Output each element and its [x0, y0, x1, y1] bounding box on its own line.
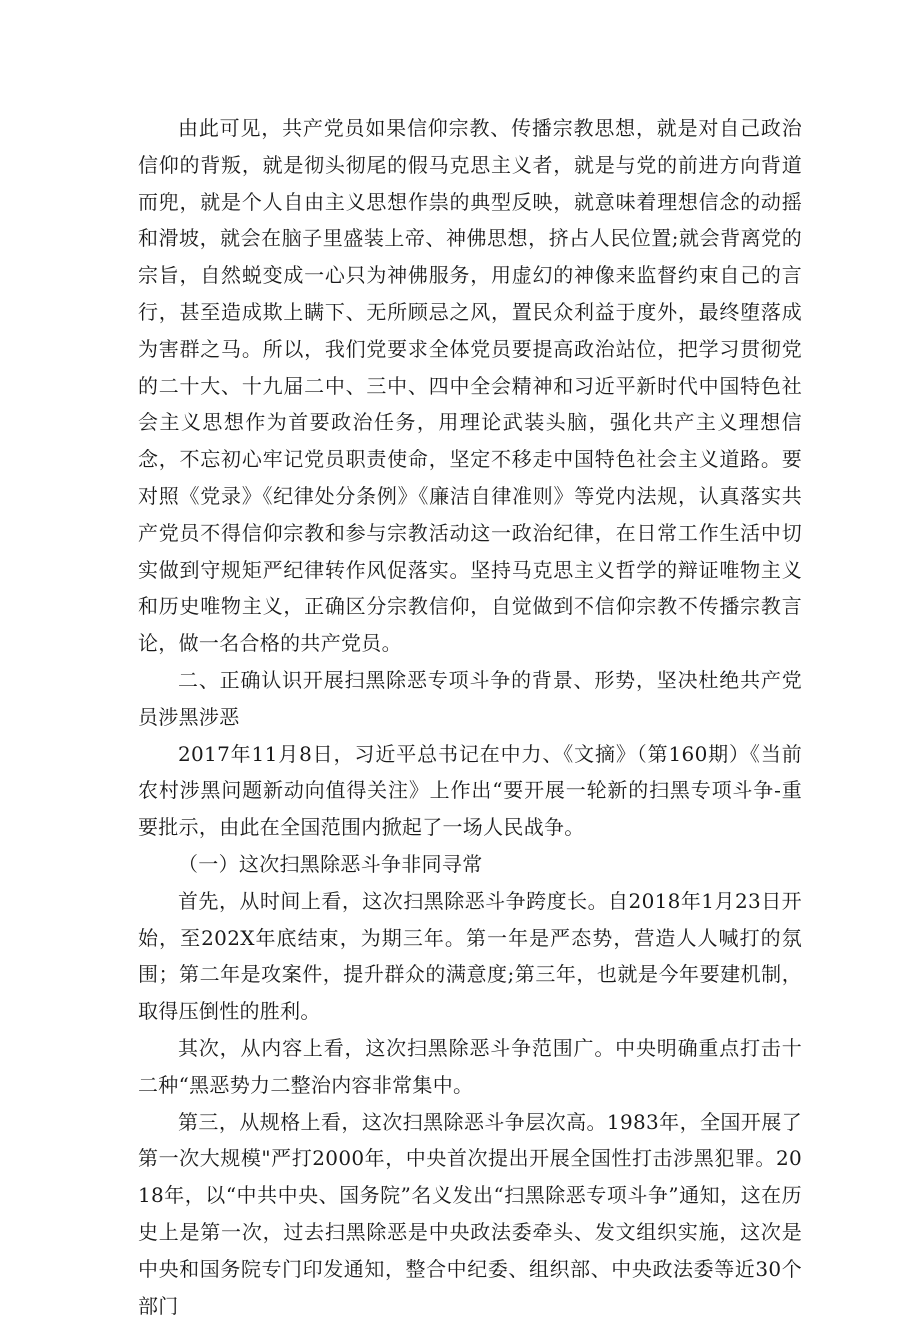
section-heading-two: 二、正确认识开展扫黑除恶专项斗争的背景、形势，坚决杜绝共产党员涉黑涉恶: [138, 667, 802, 729]
paragraph-religion-discipline: 由此可见，共产党员如果信仰宗教、传播宗教思想，就是对自己政治信仰的背叛，就是彻头彻尾的假马克思主义者，就是与党的前进方向背道而兜，就是个人自由主义思想作祟的典型反映，就意味着理想信念的动摇和滑坡，就会在脑子里盛装上帝、神佛思想，挤占人民位置;就会背离党的宗旨，自然蜕变成一心只为神佛服务，用虚幻的神像来监督约束自己的言行，甚至造成欺上瞒下、无所顾忌之风，置民众利益于度外，最终堕落成为害群之马。所以，我们党要求全体党员要提高政治站位，把学习贯彻党的二十大、十九届二中、三中、四中全会精神和习近平新时代中国特色社会主义思想作为首要政治任务，用理论武装头脑，强化共产主义理想信念，不忘初心牢记党员职责使命，坚定不移走中国特色社会主义道路。要对照《党录》《纪律处分条例》《廉洁自律准则》等党内法规，认真落实共产党员不得信仰宗教和参与宗教活动这一政治纪律，在日常工作生活中切实做到守规矩严纪律转作风促落实。坚持马克思主义哲学的辩证唯物主义和历史唯物主义，正确区分宗教信仰，自觉做到不信仰宗教不传播宗教言论，做一名合格的共产党员。: [138, 116, 802, 656]
paragraph-second-content-scope: 其次，从内容上看，这次扫黑除恶斗争范围广。中央明确重点打击十二种“黑恶势力二整治内容非常集中。: [138, 1035, 802, 1097]
paragraph-third-level: 第三，从规格上看，这次扫黑除恶斗争层次高。1983年，全国开展了第一次大规模"严打2000年，中央首次提出开展全国性打击涉黑犯罪。2018年，以“中共中央、国务院”名义发出“扫黑除恶专项斗争”通知，这在历史上是第一次，过去扫黑除恶是中央政法委牵头、发文组织实施，这次是中央和国务院专门印发通知，整合中纪委、组织部、中央政法委等近30个部门: [138, 1109, 802, 1318]
paragraph-instruction-2017: 2017年11月8日，习近平总书记在中力、《文摘》（第160期）《当前农村涉黑问题新动向值得关注》上作出“要开展一轮新的扫黑专项斗争-重要批示，由此在全国范围内掀起了一场人民战争。: [138, 741, 802, 840]
subsection-heading-one: （一）这次扫黑除恶斗争非同寻常: [178, 851, 483, 876]
paragraph-first-time-span: 首先，从时间上看，这次扫黑除恶斗争跨度长。自2018年1月23日开始，至202X年底结束，为期三年。第一年是严态势，营造人人喊打的氛围；第二年是攻案件，提升群众的满意度;第三年，也就是今年要建机制，取得压倒性的胜利。: [138, 888, 802, 1024]
